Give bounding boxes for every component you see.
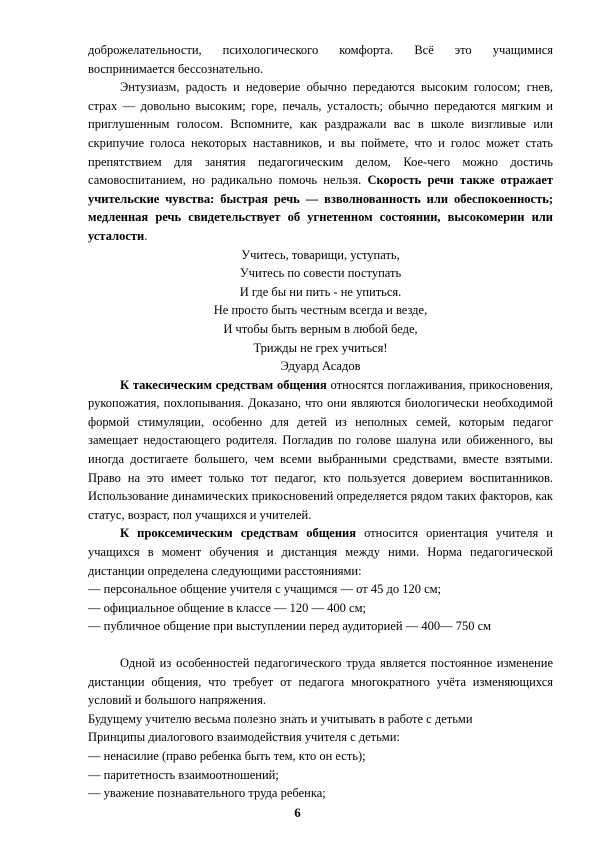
paragraph-tactile [88, 376, 553, 525]
poem [88, 246, 553, 376]
poem-line: Учитесь по совести поступать [239, 266, 402, 281]
paragraph-voice [88, 78, 553, 245]
paragraph-distance-change: Одной из особенностей педагогического труда является постоянное изменение дистанции общения, что требует от педагога многократного учёта изменяющихся условий и большого напряжения. [88, 656, 553, 708]
paragraph-comfort: доброжелательности, психологического комфорта. Всё это учащимися воспринимается бессознательно. [88, 43, 553, 76]
blank-line [88, 636, 553, 654]
speech-speed-bold: Скорость речи также отражает учительские чувства: быстрая речь — взволнованность или обеспокоенность; медленная речь свидетельствует об угнетенном состоянии, высокомерии или усталости [88, 173, 554, 243]
principle-item: — паритетность взаимоотношений; [88, 767, 279, 782]
poem-line: И чтобы быть верным в любой беде, [223, 321, 418, 336]
principle-item: — ненасилие (право ребенка быть тем, кто он есть); [88, 748, 366, 763]
poem-line: Не просто быть честным всегда и везде, [213, 303, 428, 318]
poem-author: Эдуард Асадов [280, 359, 361, 374]
page-number: 6 [294, 805, 301, 820]
proxemic-text: относится ориентация учителя и учащихся в момент обучения и дистанция между ними. Норма педагогической дистанции определена следующими расстояниями: [88, 526, 553, 578]
voice-text: Энтузиазм, радость и недоверие обычно передаются высоким голосом; гнев, страх — довольно высоким; горе, печаль, усталость; обычно передаются мягким и приглушенным голосом. Вспомните, как раздражали вас в школе визгливые или скрипучие голоса некоторых наставников, и вы поймете, что и голос может стать препятствием для занятия педагогическим делом, Кое-чего можно достичь самовоспитанием, но радикально помочь нельзя. [88, 80, 553, 188]
distance-item: — публичное общение при выступлении перед аудиторией — 400— 750 см [88, 619, 492, 634]
distance-item: — персональное общение учителя с учащимся — от 45 до 120 см; [88, 582, 442, 597]
tactile-text: относятся поглаживания, прикосновения, рукопожатия, похлопывания. Доказано, что они являются биологически необходимой формой стимуляции, особенно для детей из неполных семей, которым педагог замещает недостающего родителя. Погладив по голове шалуна или обиженного, вы иногда достигаете большего, чем всеми выбранными средствами, вместе взятыми. Право на это имеет только тот педагог, кто пользуется доверием воспитанников. Использование динамических прикосновений определяется рядом таких факторов, как статус, возраст, пол учащихся и учителей. [88, 377, 553, 522]
poem-line: И где бы ни пить - не упиться. [239, 284, 402, 299]
principle-item: — уважение познавательного труда ребенка; [88, 786, 326, 801]
tactile-heading-bold: К такесическим средствам общения [120, 377, 327, 392]
voice-end: . [144, 228, 148, 243]
paragraph-future-teacher: Будущему учителю весьма полезно знать и учитывать в работе с детьми [88, 711, 473, 726]
paragraph-principles-heading: Принципы диалогового взаимодействия учителя с детьми: [88, 730, 400, 745]
distance-item: — официальное общение в классе — 120 — 400 см; [88, 600, 366, 615]
poem-line: Трижды не грех учиться! [253, 340, 388, 355]
document-page [88, 41, 553, 803]
paragraph-proxemic [88, 524, 553, 580]
poem-line: Учитесь, товарищи, уступать, [241, 247, 400, 262]
proxemic-heading-bold: К проксемическим средствам общения [120, 526, 357, 541]
